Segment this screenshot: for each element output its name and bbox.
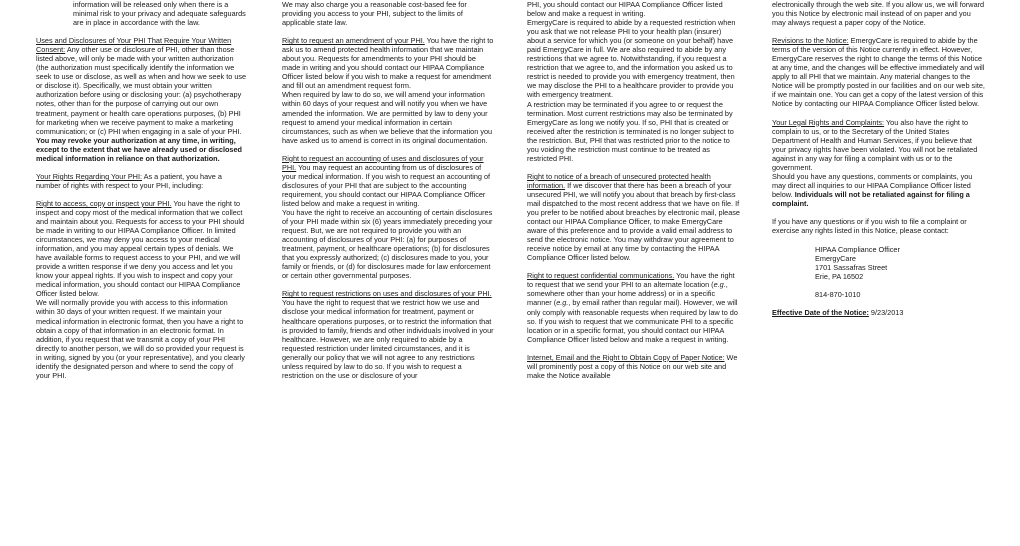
- heading-revisions: Revisions to the Notice:: [772, 36, 849, 46]
- text-legal-rights: You also have the right to complain to us, or to the Secretary of the United States Department of Health and Human Services, if you believe that your privacy rights have been violated. You will not be retaliated against in any way for filing a complaint with us or to the government.: [772, 117, 978, 172]
- text-no-retaliation: Individuals will not be retaliated against for filing a complaint.: [772, 189, 970, 208]
- text-revisions: EmergyCare is required to abide by the terms of the version of this Notice currently in effect. However, EmergyCare reserves the right to change the terms of this Notice at any time, and the changes will be effective immediately and will apply to all PHI that we maintain. Any material changes to the Notice will be promptly posted in our facilities and on our web site, if we maintain one. You can get a copy of the latest version of this Notice by contacting our HIPAA Compliance Officer listed below.: [772, 36, 985, 109]
- text-breach-notice: If we discover that there has been a breach of your unsecured PHI, we will notify you about that breach by first-class mail dispatched to the most recent address that we have on file. If you prefer to be notified about breaches by electronic mail, please contact our HIPAA Compliance Officer, to make EmergyCare aware of this preference and to provide a valid email address to send the electronic notice. You may withdraw your agreement to receive notice by email at any time by contacting the HIPAA Compliance Officer listed below.: [527, 180, 740, 263]
- text-written-consent: Any other use or disclosure of PHI, other than those listed above, will only be made with your written authorization (the authorization must specifically identify the information we seek to use or disclose, as well as when and how we seek to use or disclose it). Specifically, we must obtain your written authorization before using or disclosing your: (a) psychotherapy notes, other than for the purpose of carrying out our own treatment, payment or health care operations purposes, (b) PHI for marketing when we receive payment to make a marketing communication; or (c) PHI when engaging in a sale of your PHI.: [36, 45, 247, 136]
- contact-org: EmergyCare: [815, 254, 856, 264]
- heading-breach-notice: Right to notice of a breach of unsecured protected health information.: [527, 171, 711, 190]
- text-restrictions: You have the right to request that we restrict how we use and disclose your medical information for treatment, payment or healthcare operations purposes, or to restrict the information that is provided to family, friends and other individuals involved in your healthcare. However, we are only required to abide by a requested restriction under limited circumstances, and it is generally our policy that we will not agree to any restrictions unless required by law to do so. If you wish to request a restriction on the use or disclosure of your: [282, 298, 494, 380]
- text-amendment: You have the right to ask us to amend protected health information that we maintain about you. Requests for amendments to your PHI should be made in writing and you should contact our HIPAA Compliance Officer listed below if you wish to make a request for amendment and fill out an amendment request form.: [282, 36, 494, 91]
- text-inquiries: Should you have any questions, comments or complaints, you may direct all inquiries to our HIPAA Compliance Officer listed below.: [772, 171, 973, 199]
- text-right-to-access: You have the right to inspect and copy most of the medical information that we collect and maintain about you. Requests for access to your PHI should be made in writing to our HIPAA Compliance Officer. In limited circumstances, we may deny you access to your medical information, and you may appeal certain types of denials. We have available forms to request access to your PHI, and we will provide a written response if we deny you access and let you know your appeal rights. If you wish to inspect and copy your medical information, you should contact our HIPAA Compliance Officer listed below.: [36, 198, 245, 299]
- section-written-consent: [36, 36, 248, 163]
- effective-date-label: Effective Date of the Notice:: [772, 308, 869, 318]
- heading-accounting: Right to request an accounting of uses and disclosures of your PHI.: [282, 153, 484, 172]
- column-3: [527, 0, 740, 380]
- section-restrictions: [282, 289, 495, 379]
- heading-restrictions: Right to request restrictions on uses and disclosures of your PHI.: [282, 289, 492, 299]
- paragraph-release-safeguards: information will be released only when there is a minimal risk to your privacy and adequate safeguards are in place in accordance with the law.: [73, 0, 246, 28]
- section-internet-email: [527, 353, 740, 380]
- section-your-rights: [36, 172, 248, 190]
- heading-internet-email: Internet, Email and the Right to Obtain Copy of Paper Notice:: [527, 352, 725, 362]
- text-confidential-a: You have the right to request that we send your PHI to an alternate location (: [527, 271, 735, 290]
- heading-your-rights: Your Rights Regarding Your PHI:: [36, 171, 143, 181]
- paragraph-access-timing: We will normally provide you with access to this information within 30 days of your written request. If we maintain your medical information in electronic format, then you have a right to obtain a copy of that information in an electronic format. In addition, if you request that we transmit a copy of your PHI directly to another person, we will do so provided your request is in writing, signed by you (or your representative), and you clearly identify the designated person and where to send the copy of your PHI.: [36, 298, 245, 380]
- text-confidential-b: , somewhere other than your home address) or in a specific manner (: [527, 280, 728, 308]
- paragraph-contact-intro: If you have any questions or if you wish to file a complaint or exercise any rights listed in this Notice, please contact:: [772, 216, 967, 236]
- contact-street: 1701 Sassafras Street: [815, 263, 888, 273]
- paragraph-restriction-termination: A restriction may be terminated if you agree to or request the termination. Most current restrictions may also be terminated by EmergyCare as long we notify you. If so, PHI that is created or received after the restriction is terminated is no longer subject to the restriction. But, PHI that was restricted prior to the notice to you voiding the restriction must continue to be treated as restricted PHI.: [527, 99, 734, 163]
- paragraph-required-restrictions: EmergyCare is required to abide by a requested restriction when you ask that we not release PHI to your health plan (insurer) about a service for which you (or someone on your behalf) have paid EmergyCare in full. We are also required to abide by any restrictions that we agree to. Notwithstanding, if you request a restriction that we agree to, and the information you asked us to restrict is needed to provide you with emergency treatment, then we may disclose the PHI to a healthcare provider to provide you with emergency treatment.: [527, 18, 736, 100]
- paragraph-amendment-timing: When required by law to do so, we will amend your information within 60 days of your request and will notify you when we have amended the information. We are permitted by law to deny your request to amend your medical information in certain circumstances, such as when we believe that the information you have asked us to amend is correct in its original documentation.: [282, 90, 493, 145]
- section-right-to-access: [36, 199, 248, 299]
- section-revisions: [772, 36, 985, 108]
- section-confidential-communications: [527, 271, 740, 343]
- column-1: [36, 0, 248, 380]
- section-breach-notice: [527, 172, 740, 262]
- section-legal-rights: [772, 118, 985, 172]
- section-accounting: [282, 154, 495, 208]
- paragraph-inquiries: [772, 172, 985, 208]
- paragraph-cost-based-fee: We may also charge you a reasonable cost-based fee for providing you access to your PHI, subject to the limits of applicable state law.: [282, 0, 467, 28]
- heading-confidential-communications: Right to request confidential communications.: [527, 271, 675, 281]
- contact-city: Erie, PA 16502: [815, 272, 864, 282]
- contact-title: HIPAA Compliance Officer: [815, 245, 900, 255]
- text-accounting: You may request an accounting from us of disclosures of your medical information. If you wish to request an accounting of disclosures of your PHI that are subject to the accounting requirement, you should contact our HIPAA Compliance Officer listed below and make a request in writing.: [282, 162, 491, 208]
- text-eg-1: e.g.: [713, 280, 726, 290]
- heading-amendment: Right to request an amendment of your PHI.: [282, 36, 425, 46]
- paragraph-restriction-request: PHI, you should contact our HIPAA Compliance Officer listed below and make a request in writing.: [527, 0, 723, 19]
- paragraph-accounting-scope: You have the right to receive an accounting of certain disclosures of your PHI made within six (6) years immediately preceding your request. But, we are not required to provide you with an accounting of disclosures of your PHI: (a) for purposes of treatment, payment, or healthcare operations; (b) for disclosures that you expressly authorized; (c) disclosures made to you, your family or friends, or (d) for disclosures made for law enforcement or certain other governmental purposes.: [282, 207, 493, 281]
- text-revoke-authorization: You may revoke your authorization at any time, in writing, except to the extent that we have already used or disclosed medical information in reliance on that authorization.: [36, 135, 243, 163]
- contact-phone: 814-870-1010: [815, 290, 861, 300]
- heading-right-to-access: Right to access, copy or inspect your PHI.: [36, 198, 172, 208]
- effective-date-value: 9/23/2013: [868, 308, 904, 318]
- column-4: [772, 0, 985, 317]
- contact-address: [772, 245, 985, 281]
- text-eg-2: e.g.: [556, 298, 569, 308]
- effective-date-line: [772, 308, 985, 317]
- text-confidential-c: , by email rather than regular mail). However, we will only comply with reasonable requests when required by law to do so. If you wish to request that we communicate PHI to a specific location or in a specific format, you should contact our HIPAA Compliance Officer listed below and make a request in writing.: [527, 298, 738, 344]
- text-your-rights: As a patient, you have a number of rights with respect to your PHI, including:: [36, 171, 222, 190]
- column-2: [282, 0, 495, 380]
- section-amendment: [282, 36, 495, 90]
- heading-written-consent: Uses and Disclosures of Your PHI That Require Your Written Consent:: [36, 36, 232, 55]
- paragraph-electronic-notice: electronically through the web site. If you allow us, we will forward you this Notice by electronic mail instead of on paper and you may always request a paper copy of the Notice.: [772, 0, 985, 28]
- heading-legal-rights: Your Legal Rights and Complaints:: [772, 117, 885, 127]
- text-internet-email: We will prominently post a copy of this Notice on our web site and make the Notice available: [527, 352, 738, 380]
